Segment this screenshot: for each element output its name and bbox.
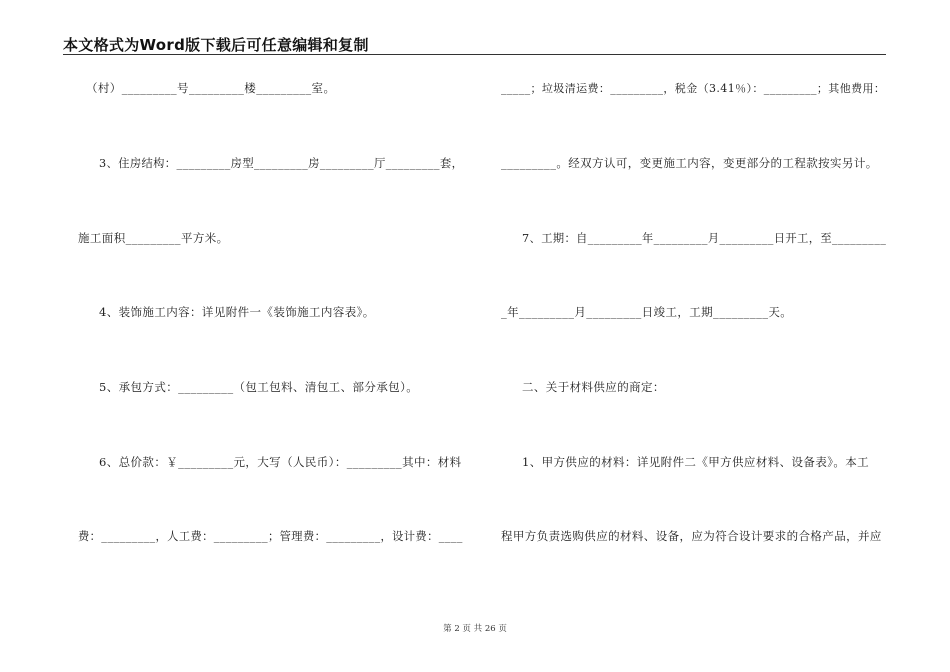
right-line-2: _________。经双方认可，变更施工内容，变更部分的工程款按实另计。 [501, 156, 878, 170]
page-header-title: 本文格式为Word版下载后可任意编辑和复制 [63, 36, 369, 54]
left-line-7: 费：_________，人工费：_________；管理费：_________，设计费：____ [78, 530, 463, 543]
header-rule [63, 54, 886, 55]
page-footer: 第 2 页 共 26 页 [443, 624, 507, 634]
right-line-6: 1、甲方供应的材料：详见附件二《甲方供应材料、设备表》。本工 [522, 455, 870, 469]
right-line-5: 二、关于材料供应的商定： [522, 380, 665, 394]
left-line-5: 5、承包方式：_________（包工包料、清包工、部分承包）。 [99, 380, 419, 394]
left-line-1: （村）_________号_________楼_________室。 [86, 81, 336, 95]
right-line-7: 程甲方负责选购供应的材料、设备，应为符合设计要求的合格产品，并应 [501, 529, 882, 543]
right-line-4: _年_________月_________日竣工，工期_________天。 [501, 305, 793, 319]
right-line-3: 7、工期：自_________年_________月_________日开工，至_________ [522, 232, 887, 245]
left-line-2: 3、住房结构：_________房型_________房_________厅_________套， [99, 157, 464, 170]
left-line-6: 6、总价款：￥_________元，大写（人民币）：_________其中：材料 [99, 455, 462, 469]
left-line-3: 施工面积_________平方米。 [78, 231, 229, 245]
left-line-4: 4、装饰施工内容：详见附件一《装饰施工内容表》。 [99, 305, 375, 319]
right-line-1: _____；垃圾清运费：_________，税金（3.41％）：_________；其他费用： [501, 82, 886, 95]
